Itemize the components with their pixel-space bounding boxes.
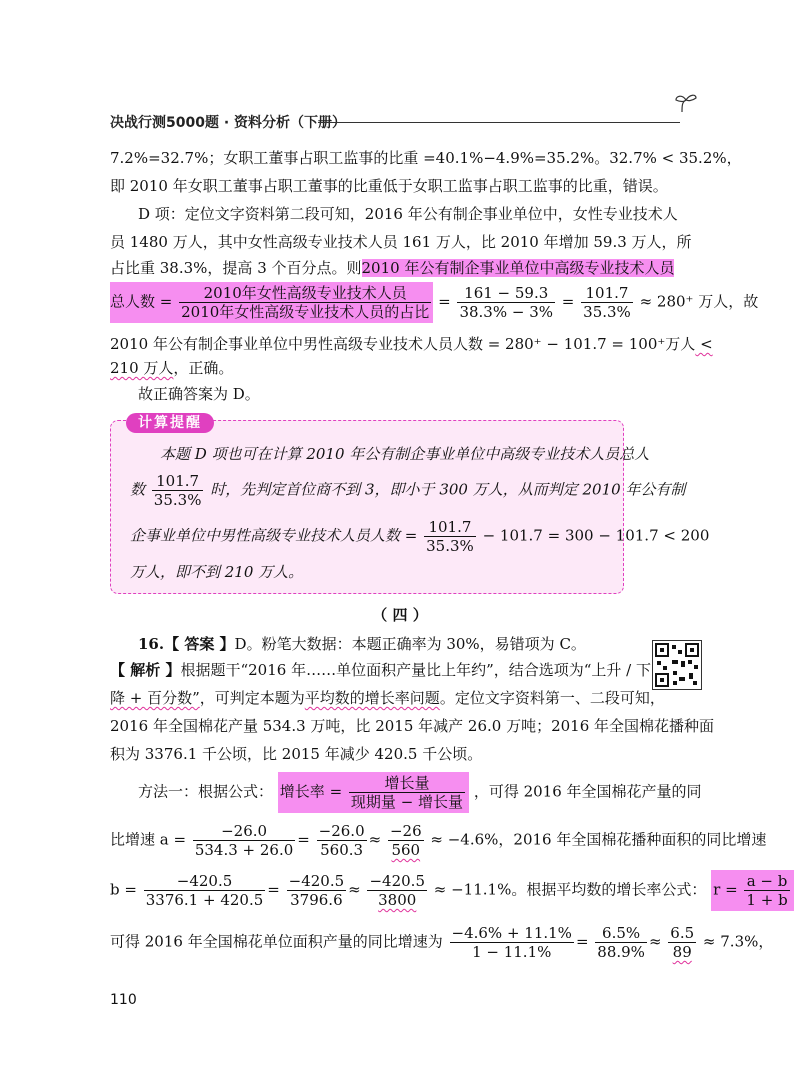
answer-label: 16.【 答案 】: [138, 635, 235, 653]
text-span: 占比重 38.3%，提高 3 个百分点。则: [110, 259, 362, 277]
text-line: 2016 年全国棉花产量 534.3 万吨，比 2015 年减产 26.0 万吨；2016 年全国棉花播种面: [110, 717, 715, 735]
text-line: [110, 358, 233, 378]
formula-line: 可得 2016 年全国棉花单位面积产量的同比增速为 $\frac{-4.6\% + 11.1\%}{1 - 11.1\%}$ = $\frac{6.5\%}{88.9\%}$ ≈ $\frac{6.5}{89}$ ≈ 7.3%，: [110, 924, 774, 961]
text-span: 增长率 =: [279, 782, 343, 801]
denominator: 89: [672, 943, 692, 961]
denominator: 1 − 11.1%: [472, 943, 552, 961]
analysis-line: [110, 660, 651, 680]
fraction: [450, 924, 574, 961]
text-span: ≈ −11.1%。根据平均数的增长率公式：: [433, 880, 707, 899]
qr-code-icon[interactable]: [652, 640, 702, 690]
text-span: 降 + 百分数”: [110, 689, 200, 707]
text-span: 方法一：根据公式：: [138, 782, 274, 801]
text-span: ≈ 280⁺ 万人，故: [639, 292, 759, 311]
numerator: 2010年女性高级专业技术人员: [179, 284, 431, 303]
text-span: =: [438, 292, 451, 311]
numerator: −26: [389, 822, 422, 840]
fraction: [457, 284, 555, 321]
numerator: −420.5: [144, 872, 266, 891]
denominator: 3376.1 + 420.5: [145, 891, 264, 909]
text-span: D。粉笔大数据：本题正确率为 30%，易错项为 C。: [234, 635, 586, 653]
fraction: [388, 822, 424, 859]
denominator: 35.3%: [426, 537, 474, 555]
sprout-icon: [672, 92, 700, 114]
denominator: 560: [391, 841, 421, 859]
answer-line: [138, 634, 586, 654]
text-span: <: [695, 335, 713, 353]
text-span: 可得 2016 年全国棉花单位面积产量的同比增速为: [110, 932, 443, 951]
text-line: 故正确答案为 D。: [138, 385, 260, 403]
text-span: 210 万人: [110, 359, 174, 377]
running-header: 决战行测5000题 · 资料分析（下册）: [110, 115, 347, 131]
fraction: [144, 872, 266, 909]
fraction: [193, 822, 295, 859]
text-span: 数: [130, 480, 146, 499]
formula-line: [110, 282, 758, 323]
denominator: 3796.6: [290, 891, 343, 909]
fraction: [287, 872, 347, 909]
fraction: [744, 872, 789, 909]
numerator: −420.5: [288, 872, 345, 890]
numerator: 6.5%: [595, 924, 647, 943]
text-span: b =: [110, 880, 137, 899]
denominator: 35.3%: [583, 303, 631, 321]
fraction: [179, 284, 431, 321]
header-rule: [318, 122, 680, 123]
reminder-line: 万人，即不到 210 万人。: [130, 563, 304, 581]
denominator: 560.3: [320, 841, 364, 859]
text-span: ≈ −4.6%，2016 年全国棉花播种面积的同比增速: [430, 830, 767, 849]
text-span: 比增速 a =: [110, 830, 187, 849]
denominator: 现期量 − 增长量: [350, 793, 464, 811]
text-span: 总人数 =: [110, 292, 173, 311]
denominator: 1 + b: [746, 891, 788, 909]
formula-line: 比增速 a = $\frac{-26.0}{534.3 + 26.0}$ = $\frac{-26.0}{560.3}$ ≈ $\frac{-26}{560}$ ≈ −4.6%，2016 年全国棉花播种面积的同比增速: [110, 822, 767, 859]
page-number: 110: [110, 992, 137, 1008]
text-span: 根据题干“2016 年……单位面积产量比上年约”，结合选项为“上升 / 下: [180, 661, 651, 679]
text-line: 7.2%=32.7%；女职工董事占职工监事的比重 =40.1%−4.9%=35.2%。32.7% < 35.2%，: [110, 149, 742, 167]
text-line: 员 1480 万人，其中女性高级专业技术人员 161 万人，比 2010 年增加 59.3 万人，所: [110, 233, 692, 251]
highlight-formula: [110, 282, 433, 323]
denominator: 3800: [378, 891, 417, 909]
fraction: [595, 924, 647, 961]
formula-line: b = $\frac{-420.5}{3376.1 + 420.5}$ = $\frac{-420.5}{3796.6}$ ≈ $\frac{-420.5}{3800}$ ≈ −11.1%。根据平均数的增长率公式： r = $\frac{a - b}{1 + b}$: [110, 870, 794, 911]
text-span: − 101.7 = 300 − 101.7 < 200: [482, 526, 710, 545]
numerator: −26.0: [193, 822, 295, 841]
text-span: =: [561, 292, 575, 311]
reminder-line: [130, 518, 709, 555]
denominator: 88.9%: [597, 943, 645, 961]
highlight-formula: [711, 870, 794, 911]
text-line: D 项：定位文字资料第二段可知，2016 年公有制企事业单位中，女性专业技术人: [138, 205, 678, 223]
denominator: 534.3 + 26.0: [194, 841, 294, 859]
analysis-line: [110, 688, 665, 708]
text-span: ，可得 2016 年全国棉花产量的同: [473, 782, 702, 801]
text-span: 企事业单位中男性高级专业技术人员人数 =: [130, 526, 418, 545]
numerator: 101.7: [581, 284, 633, 303]
fraction: [349, 774, 465, 811]
reminder-line: 本题 D 项也可在计算 2010 年公有制企事业单位中高级专业技术人员总人: [160, 445, 650, 463]
text-span: ，可判定本题为: [199, 689, 305, 707]
fraction: [152, 472, 204, 509]
numerator: −26.0: [318, 822, 365, 840]
reminder-line: [130, 472, 685, 509]
numerator: −420.5: [369, 872, 425, 890]
numerator: 101.7: [152, 472, 204, 491]
numerator: 101.7: [424, 518, 476, 537]
text-line: 积为 3376.1 千公顷，比 2015 年减少 420.5 千公顷。: [110, 745, 483, 763]
fraction: [424, 518, 476, 555]
text-span: 。定位文字资料第一、二段可知，: [439, 689, 665, 707]
numerator: 161 − 59.3: [457, 284, 555, 303]
text-line: [110, 334, 713, 354]
text-span: ，正确。: [173, 359, 234, 377]
numerator: −4.6% + 11.1%: [451, 924, 572, 942]
highlight: 2010 年公有制企事业单位中高级专业技术人员: [361, 259, 675, 277]
section-heading: （ 四 ）: [372, 606, 428, 624]
fraction: [317, 822, 367, 859]
text-span: r =: [713, 880, 738, 899]
text-span: 时，先判定首位商不到 3，即小于 300 万人，从而判定 2010 年公有制: [210, 480, 686, 499]
fraction: [367, 872, 427, 909]
numerator: a − b: [744, 872, 789, 891]
reminder-tag: 计算提醒: [126, 413, 214, 433]
text-span: 平均数的增长率问题: [304, 689, 440, 707]
denominator: 2010年女性高级专业技术人员的占比: [181, 303, 430, 321]
highlight-formula: [278, 772, 469, 813]
analysis-label: 【 解析 】: [110, 661, 181, 679]
numerator: 6.5: [670, 924, 695, 942]
formula-line: [138, 772, 702, 813]
denominator: 38.3% − 3%: [459, 303, 554, 321]
text-line: [110, 258, 674, 278]
fraction: [581, 284, 633, 321]
text-span: 2010 年公有制企事业单位中男性高级专业技术人员人数 = 280⁺ − 101.7 = 100⁺万人: [110, 335, 696, 353]
fraction: [668, 924, 696, 961]
text-span: ≈ 7.3%，: [702, 932, 774, 951]
numerator: 增长量: [349, 774, 465, 793]
denominator: 35.3%: [153, 491, 202, 509]
text-line: 即 2010 年女职工董事占职工董事的比重低于女职工监事占职工监事的比重，错误。: [110, 177, 668, 195]
